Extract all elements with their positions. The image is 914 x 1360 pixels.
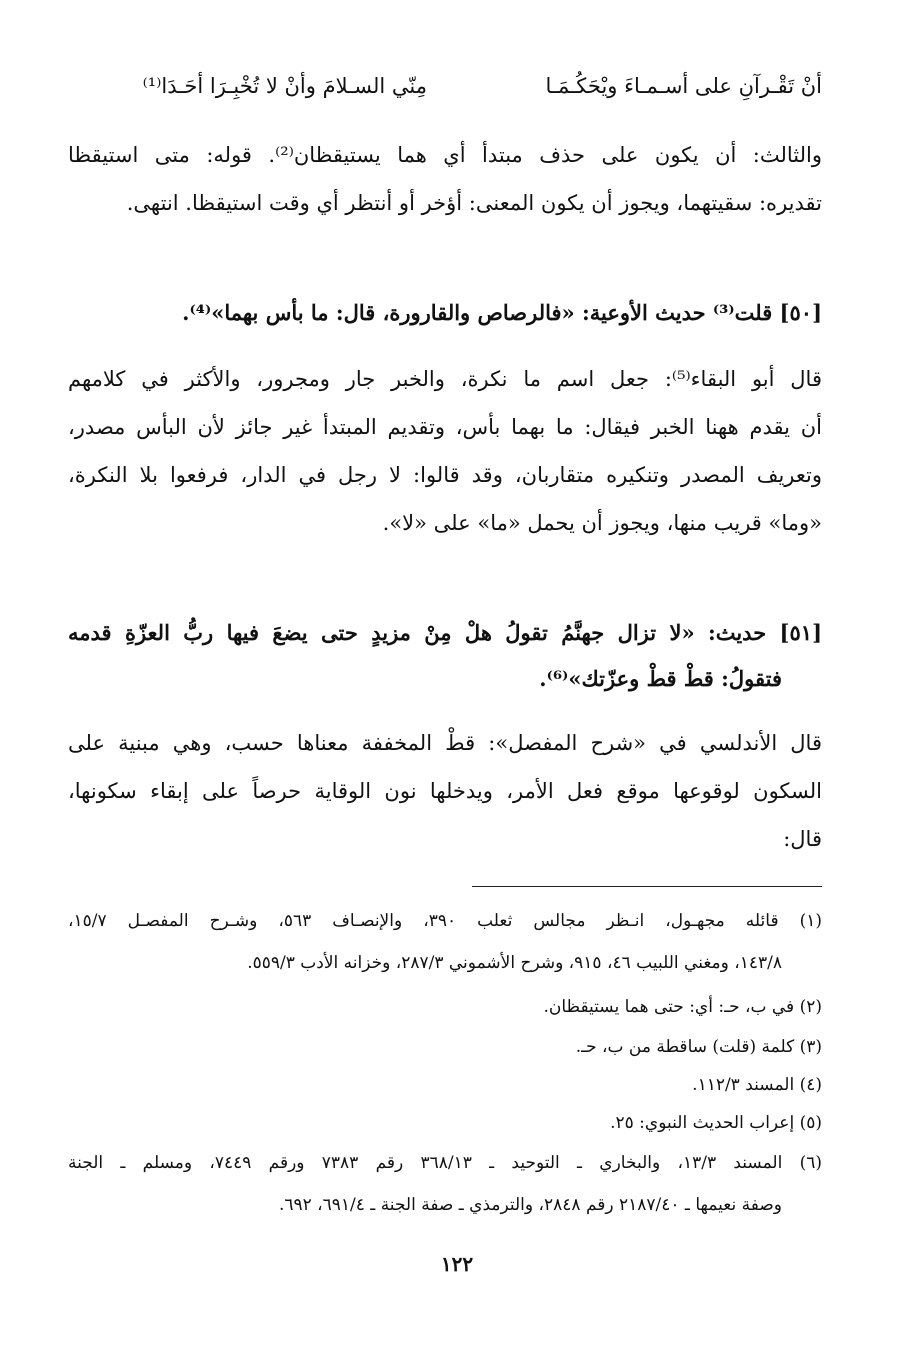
footnote-4: (٤) المسند ١١٢/٣. xyxy=(692,1075,822,1095)
footnote-2: (٢) في ب، حـ: أي: حتى هما يستيقظان. xyxy=(543,997,822,1017)
poem-hemistich-first: أنْ تَقْـرآنِ على أسـمـاءَ ويْحَكُـمَـا xyxy=(545,74,822,98)
paragraph-line: قال أبو البقاء⁽⁵⁾: جعل اسم ما نكرة، والخبر جار ومجرور، والأكثر في كلامهم xyxy=(68,367,822,391)
poem-hemistich-second: مِنّي السـلامَ وأنْ لا تُخْبِـرَا أحَـدَا⁽¹⁾ xyxy=(142,74,427,98)
paragraph-line: قال: xyxy=(783,827,822,851)
footnote-1-continued: ١٤٣/٨، ومغني اللبيب ٤٦، ٩١٥، وشرح الأشموني ٢٨٧/٣، وخزانه الأدب ٥٥٩/٣. xyxy=(247,953,782,973)
footnote-6: (٦) المسند ١٣/٣، والبخاري ـ التوحيد ـ ٣٦٨/١٣ رقم ٧٣٨٣ ورقم ٧٤٤٩، ومسلم ـ الجنة xyxy=(68,1153,822,1173)
paragraph-line: تقديره: سقيتهما، ويجوز أن يكون المعنى: أؤخر أو أنتظر أي وقت استيقظا. انتهى. xyxy=(126,191,822,215)
page-number: ١٢٢ xyxy=(440,1252,474,1276)
footnote-divider xyxy=(472,886,822,887)
hadith-heading-51: [٥١] حديث: «لا تزال جهنَّمُ تقولُ هلْ مِنْ مزيدٍ حتى يضعَ فيها ربُّ العزّةِ قدمه xyxy=(68,620,822,645)
footnote-5: (٥) إعراب الحديث النبوي: ٢٥. xyxy=(610,1113,822,1133)
hadith-heading-50: [٥٠] قلت⁽³⁾ حديث الأوعية: «فالرصاص والقارورة، قال: ما بأس بهما»⁽⁴⁾. xyxy=(182,300,822,325)
footnote-6-continued: وصفة نعيمها ـ ٢١٨٧/٤٠ رقم ٢٨٤٨، والترمذي ـ صفة الجنة ـ ٦٩١/٤، ٦٩٢. xyxy=(278,1195,782,1215)
paragraph-line: أن يقدم ههنا الخبر فيقال: ما بهما بأس، وتقديم المبتدأ غير جائز لأن البأس مصدر، xyxy=(68,415,822,439)
paragraph-line: «وما» قريب منها، ويجوز أن يحمل «ما» على «لا». xyxy=(382,511,822,535)
hadith-heading-51-continued: فتقولُ: قطْ قطْ وعزّتك»⁽⁶⁾. xyxy=(539,666,782,691)
paragraph-line: قال الأندلسي في «شرح المفصل»: قطْ المخففة معناها حسب، وهي مبنية على xyxy=(68,731,822,755)
poem-verse xyxy=(68,74,822,106)
paragraph-line: وتعريف المصدر وتنكيره متقاربان، وقد قالوا: لا رجل في الدار، فرفعوا بلا النكرة، xyxy=(68,463,822,487)
footnote-3: (٣) كلمة (قلت) ساقطة من ب، حـ. xyxy=(575,1037,822,1057)
paragraph-line: والثالث: أن يكون على حذف مبتدأ أي هما يستيقظان⁽²⁾. قوله: متى استيقظا xyxy=(68,143,822,167)
paragraph-line: السكون لوقوعها موقع فعل الأمر، ويدخلها نون الوقاية حرصاً على إبقاء سكونها، xyxy=(68,779,822,803)
footnote-1: (١) قائله مجهـول، انـظر مجالس ثعلب ٣٩٠، والإنصـاف ٥٦٣، وشـرح المفصـل ١٥/٧، xyxy=(68,911,823,931)
